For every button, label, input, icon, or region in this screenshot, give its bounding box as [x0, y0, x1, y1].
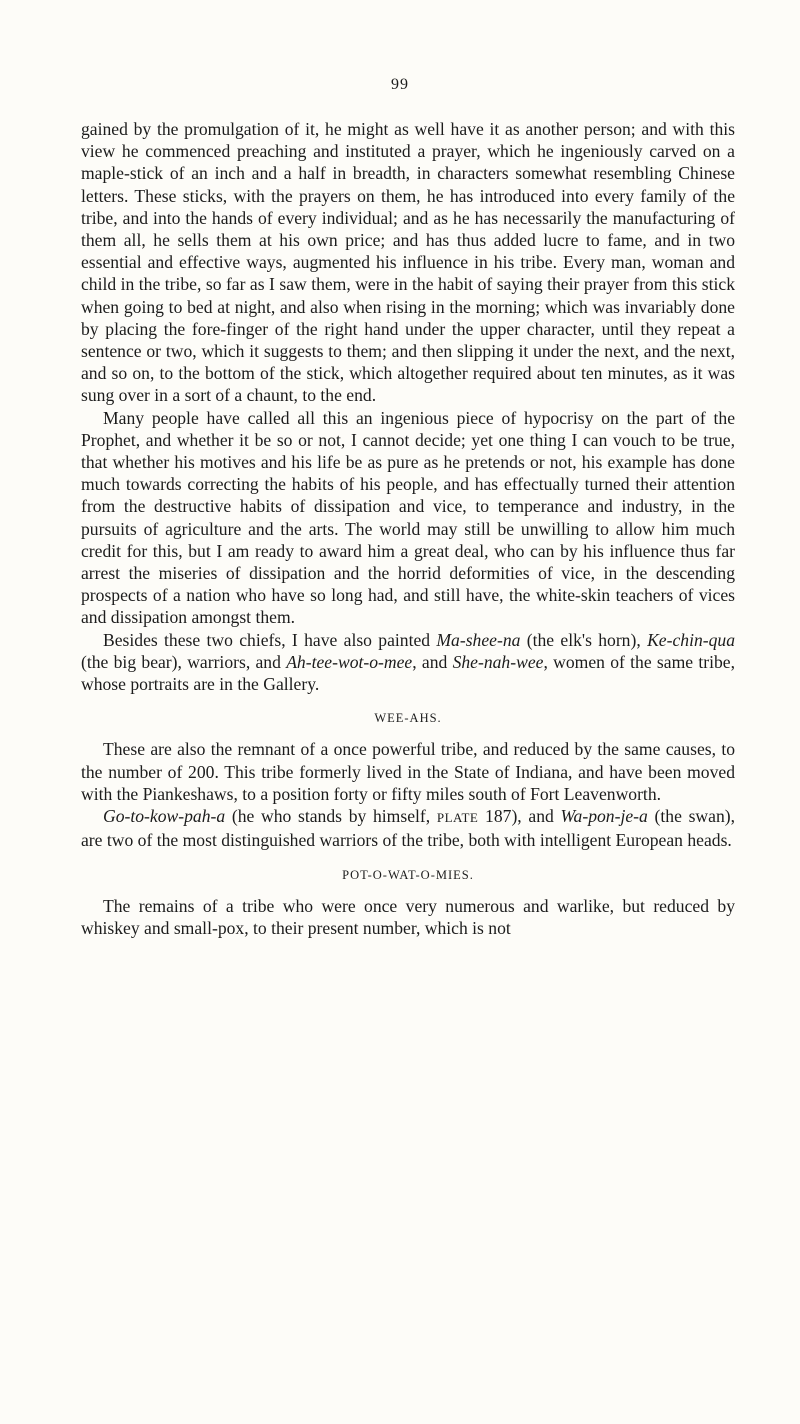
plate-label: PLATE	[436, 810, 479, 826]
paragraph-prophet-prayer: gained by the promulgation of it, he might as well have it as another person; and with this view he commenced preaching and instituted a prayer, which he ingeniously carved on a maple-stick of an inch and a half in breadth, in characters somewhat resembling Chinese letters. These sticks, with the prayers on them, he has introduced into every family of the tribe, and into the hands of every individual; and as he has necessarily the manufacturing of them all, he sells them at his own price; and has thus added lucre to fame, and in two essential and effective ways, augmented his influence in his tribe. Every man, woman and child in the tribe, so far as I saw them, were in the habit of saying their prayer from this stick when going to bed at night, and also when rising in the morning; which was invariably done by placing the fore-finger of the right hand under the upper character, until they repeat a sentence or two, which it suggests to them; and then slipping it under the next, and the next, and so on, to the bottom of the stick, which altogether required about ten minutes, as it was sung over in a sort of a chaunt, to the end.	[81, 119, 735, 406]
name-ke-chin-qua: Ke-chin-qua	[647, 629, 736, 650]
paragraph-hypocrisy: Many people have called all this an ingenious piece of hypocrisy on the part of the Prophet, and whether it be so or not, I cannot decide; yet one thing I can vouch to be true, that whether his motives and his life be as pure as he pretends or not, his example has done much towards correcting the habits of his people, and has effectually turned their attention from the destructive habits of dissipation and vice, to temperance and industry, in the pursuits of agriculture and the arts. The world may still be unwilling to allow him much credit for this, but I am ready to award him a great deal, who can by his influence thus far arrest the miseries of dissipation and the horrid deformities of vice, in the descending prospects of a nation who have so long had, and still have, the white-skin teachers of vices and dissipation amongst them.	[81, 407, 735, 628]
name-she-nah-wee: She-nah-wee	[452, 651, 544, 672]
section-heading-pot-o-wat-o-mies: POT-O-WAT-O-MIES.	[342, 867, 474, 882]
body-text	[81, 118, 735, 939]
paragraph-warriors: Go-to-kow-pah-a (he who stands by himself, PLATE 187), and Wa-pon-je-a (the swan), are two of the most distinguished warriors of the tribe, both with intelligent European heads.	[81, 806, 735, 851]
paragraph-pot-o-wat-o-mies: The remains of a tribe who were once very numerous and warlike, but reduced by whiskey and small-pox, to their present number, which is not	[81, 895, 735, 938]
paragraph-portraits: Besides these two chiefs, I have also painted Ma-shee-na (the elk's horn), Ke-chin-qua (the big bear), warriors, and Ah-tee-wot-o-mee, and She-nah-wee, women of the same tribe, whose portraits are in the Gallery.	[81, 629, 736, 695]
page-number: 99	[391, 76, 409, 93]
paragraph-wee-ahs: These are also the remnant of a once powerful tribe, and reduced by the same causes, to the number of 200. This tribe formerly lived in the State of Indiana, and have been moved with the Piankeshaws, to a position forty or fifty miles south of Fort Leavenworth.	[81, 739, 735, 804]
section-heading-wee-ahs: WEE-AHS.	[374, 711, 442, 726]
name-wa-pon-je-a: Wa-pon-je-a	[560, 806, 648, 827]
name-ah-tee-wot-o-mee: Ah-tee-wot-o-mee	[286, 651, 413, 672]
name-go-to-kow-pah-a: Go-to-kow-pah-a	[103, 806, 226, 827]
name-ma-shee-na: Ma-shee-na	[436, 629, 521, 650]
